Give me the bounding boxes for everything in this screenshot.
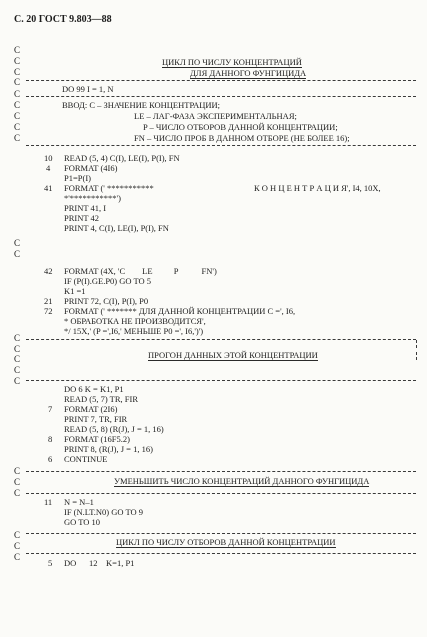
statement-label: 41: [44, 183, 53, 193]
code-line: READ (5, 8) (R(J), J = 1, 16): [64, 424, 164, 434]
section-title: ПРОГОН ДАННЫХ ЭТОЙ КОНЦЕНТРАЦИИ: [148, 350, 318, 360]
dashed-rule: [26, 339, 416, 340]
statement-label: 11: [44, 497, 53, 507]
code-line: CONTINUE: [64, 454, 108, 464]
comment-mark: С: [14, 344, 21, 354]
comment-mark: С: [14, 541, 21, 551]
dashed-rule: [26, 493, 416, 494]
comment-mark: С: [14, 133, 21, 143]
comment-mark: С: [14, 100, 21, 110]
statement-label: 10: [44, 153, 53, 163]
statement-label: 8: [48, 434, 53, 444]
code-line: K1 =1: [64, 286, 86, 296]
dashed-rule: [416, 352, 417, 360]
section-title: ДЛЯ ДАННОГО ФУНГИЦИДА: [190, 68, 307, 78]
statement-label: 72: [44, 306, 53, 316]
comment-mark: С: [14, 376, 21, 386]
comment-mark: С: [14, 477, 21, 487]
comment-mark: С: [14, 122, 21, 132]
comment-mark: С: [14, 111, 21, 121]
code-line: PRINT 7, TR, FIR: [64, 414, 128, 424]
comment-text: FN – ЧИСЛО ПРОБ В ДАННОМ ОТБОРЕ (НЕ БОЛЕЕ 16);: [134, 133, 350, 143]
comment-mark: С: [14, 333, 21, 343]
comment-mark: С: [14, 354, 21, 364]
dashed-rule: [26, 471, 416, 472]
comment-mark: С: [14, 56, 21, 66]
comment-text: P – ЧИСЛО ОТБОРОВ ДАННОЙ КОНЦЕНТРАЦИИ;: [143, 122, 338, 132]
code-line: FORMAT (' ***********: [64, 183, 154, 193]
comment-mark: С: [14, 530, 21, 540]
code-line: P1=P(I): [64, 173, 91, 183]
comment-mark: С: [14, 77, 21, 87]
code-line: PRINT 4, C(I), LE(I), P(I), FN: [64, 223, 169, 233]
statement-label: 42: [44, 266, 53, 276]
dashed-rule: [26, 145, 416, 146]
code-line: READ (5, 4) C(I), LE(I), P(I), FN: [64, 153, 180, 163]
statement-label: 4: [46, 163, 51, 173]
code-line: IF (P(I).GE.P0) GO TO 5: [64, 276, 152, 286]
code-line: FORMAT (4I6): [64, 163, 118, 173]
code-line: * ОБРАБОТКА НЕ ПРОИЗВОДИТСЯ',: [64, 316, 206, 326]
page-header: С. 20 ГОСТ 9.803—88: [14, 14, 112, 25]
code-line: FORMAT (16F5.2): [64, 434, 130, 444]
dashed-rule: [26, 380, 416, 381]
comment-mark: С: [14, 488, 21, 498]
code-line: FORMAT (' ******* ДЛЯ ДАННОЙ КОНЦЕНТРАЦИИ С =', I6,: [64, 306, 296, 316]
dashed-rule: [26, 553, 416, 554]
code-line: PRINT 72, C(I), P(I), P0: [64, 296, 149, 306]
code-line: PRINT 8, (R(J), J = 1, 16): [64, 444, 153, 454]
code-line: FORMAT (4X, 'C LE P FN'): [64, 266, 217, 276]
dashed-rule: [26, 96, 416, 97]
code-line: DO 6 K = K1, P1: [64, 384, 124, 394]
statement-label: 21: [44, 296, 53, 306]
comment-text: ВВОД: С – ЗНАЧЕНИЕ КОНЦЕНТРАЦИИ;: [62, 100, 221, 110]
section-title: ЦИКЛ ПО ЧИСЛУ ОТБОРОВ ДАННОЙ КОНЦЕНТРАЦИИ: [116, 537, 336, 547]
comment-mark: С: [14, 238, 21, 248]
dashed-rule: [416, 340, 417, 348]
code-line: */ 15X,' (P =',I6,' МЕНЬШЕ P0 =', I6,')'): [64, 326, 204, 336]
statement-label: 6: [48, 454, 53, 464]
code-line: *'***********'): [64, 193, 121, 203]
section-title: ЦИКЛ ПО ЧИСЛУ КОНЦЕНТРАЦИЙ: [162, 57, 302, 67]
comment-mark: С: [14, 249, 21, 259]
code-line: К О Н Ц Е Н Т Р А Ц И Я', I4, 10X,: [254, 183, 381, 193]
code-line: FORMAT (2I6): [64, 404, 118, 414]
code-line: PRINT 42: [64, 213, 100, 223]
code-line: READ (5, 7) TR, FIR: [64, 394, 138, 404]
dashed-rule: [26, 533, 416, 534]
comment-mark: С: [14, 552, 21, 562]
comment-mark: С: [14, 45, 21, 55]
comment-mark: С: [14, 89, 21, 99]
code-line: N = N–1: [64, 497, 94, 507]
statement-label: 5: [48, 558, 53, 568]
comment-mark: С: [14, 365, 21, 375]
code-line: IF (N.LT.N0) GO TO 9: [64, 507, 144, 517]
code-line: DO 99 I = 1, N: [62, 84, 114, 94]
comment-text: LE – ЛАГ-ФАЗА ЭКСПЕРИМЕНТАЛЬНАЯ;: [134, 111, 297, 121]
code-line: DO 12 K=1, P1: [64, 558, 135, 568]
section-title: УМЕНЬШИТЬ ЧИСЛО КОНЦЕНТРАЦИЙ ДАННОГО ФУНГИЦИДА: [114, 476, 370, 486]
code-line: PRINT 41, I: [64, 203, 107, 213]
code-line: GO TO 10: [64, 517, 101, 527]
comment-mark: С: [14, 67, 21, 77]
statement-label: 7: [48, 404, 53, 414]
comment-mark: С: [14, 466, 21, 476]
dashed-rule: [26, 80, 416, 81]
